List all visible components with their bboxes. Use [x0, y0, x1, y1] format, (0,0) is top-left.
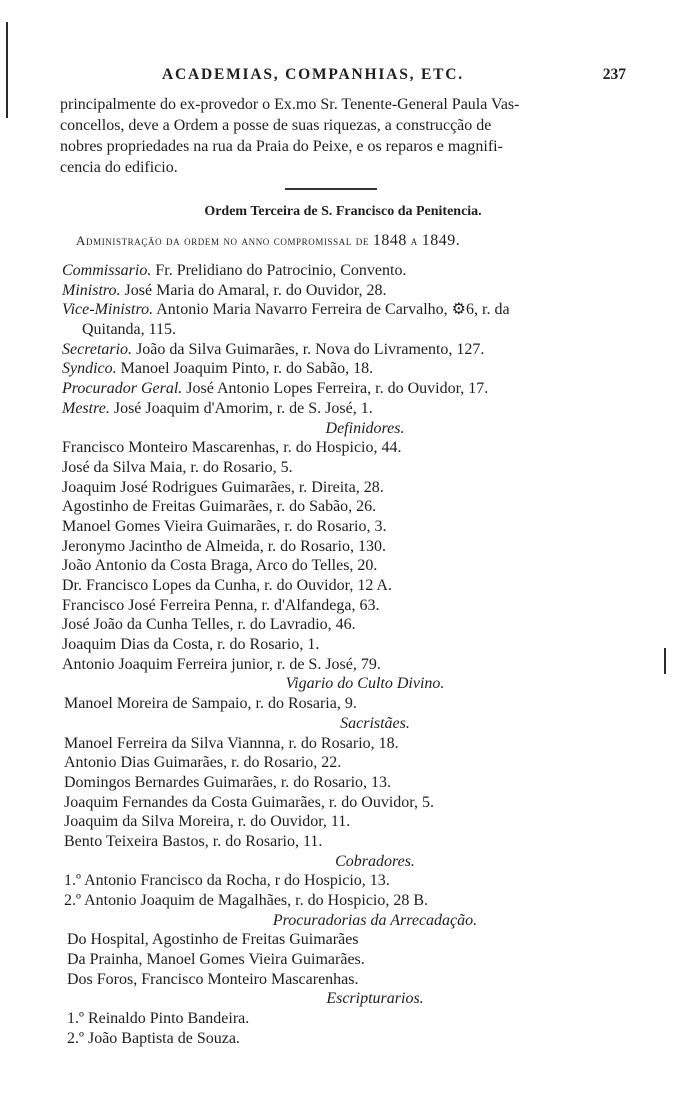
officer-role: Commissario.: [62, 262, 152, 279]
definidor-entry: Joaquim Dias da Costa, r. do Rosario, 1.: [62, 636, 320, 654]
officer-text: José Antonio Lopes Ferreira, r. do Ouvidor, 17.: [186, 380, 489, 398]
definidor-entry: José João da Cunha Telles, r. do Lavradio, 46.: [62, 616, 356, 634]
intro-line: principalmente do ex-provedor o Ex.mo Sr. Tenente-General Paula Vas-: [60, 96, 520, 113]
sacristao-entry: Domingos Bernardes Guimarães, r. do Rosario, 13.: [64, 773, 392, 791]
officer-text: Antonio Maria Navarro Ferreira de Carvalho, ⚙6, r. da: [156, 301, 510, 319]
members-list: [62, 261, 628, 1049]
definidor-entry: Antonio Joaquim Ferreira junior, r. de S. José, 79.: [62, 655, 381, 673]
running-title: ACADEMIAS, COMPANHIAS, ETC.: [162, 66, 464, 83]
definidor-entry: Agostinho de Freitas Guimarães, r. do Sabão, 26.: [62, 498, 377, 516]
margin-mark: [6, 22, 8, 118]
sacristao-entry: Antonio Dias Guimarães, r. do Rosario, 22.: [64, 754, 342, 772]
officer-row: [62, 300, 628, 320]
sacristao-entry: Joaquim da Silva Moreira, r. do Ouvidor, 11.: [64, 813, 351, 831]
officer-role: Secretario.: [62, 340, 133, 358]
escripturarios-heading: Escripturarios.: [326, 990, 424, 1008]
cobrador-entry: 1.º Antonio Francisco da Rocha, r do Hospicio, 13.: [64, 872, 390, 890]
officer-text: Quitanda, 115.: [82, 321, 177, 339]
intro-line: cencia do edificio.: [60, 159, 178, 176]
page-header: [60, 66, 626, 90]
administration-text: Administração da ordem no anno compromissal de: [76, 233, 370, 248]
section-title: Ordem Terceira de S. Francisco da Penitencia.: [204, 204, 482, 219]
officer-text: José Maria do Amaral, r. do Ouvidor, 28.: [124, 281, 387, 299]
definidor-entry: Joaquim José Rodrigues Guimarães, r. Direita, 28.: [62, 478, 384, 496]
officer-role: Vice-Ministro.: [62, 301, 154, 319]
page-number: 237: [602, 66, 626, 83]
officer-row: [62, 399, 628, 419]
officer-row: [62, 281, 628, 301]
definidor-entry: Francisco Monteiro Mascarenhas, r. do Hospicio, 44.: [62, 439, 402, 457]
officer-role: Mestre.: [62, 399, 110, 417]
officer-text: Fr. Prelidiano do Patrocinio, Convento.: [155, 262, 407, 279]
sacristao-entry: Manoel Ferreira da Silva Viannna, r. do Rosario, 18.: [64, 734, 399, 752]
officer-text: José Joaquim d'Amorim, r. de S. José, 1.: [113, 399, 373, 417]
officer-row: [62, 261, 628, 281]
procuradorias-heading: Procuradorias da Arrecadação.: [272, 911, 478, 929]
intro-line: concellos, deve a Ordem a posse de suas riquezas, a construcção de: [60, 117, 492, 134]
definidor-entry: Dr. Francisco Lopes da Cunha, r. do Ouvidor, 12 A.: [62, 577, 392, 594]
year-from: 1848: [372, 232, 407, 249]
officer-row-continuation: [62, 320, 628, 340]
sacristaes-heading: Sacristães.: [340, 714, 410, 732]
officer-row: [62, 379, 628, 399]
definidor-entry: Jeronymo Jacintho de Almeida, r. do Rosario, 130.: [62, 537, 386, 555]
definidor-entry: João Antonio da Costa Braga, Arco do Telles, 20.: [62, 557, 378, 575]
definidores-heading: Definidores.: [325, 419, 405, 437]
administration-line: [76, 232, 460, 250]
intro-line: nobres propriedades na rua da Praia do Peixe, e os reparos e magnifi-: [60, 138, 503, 155]
intro-paragraph: [60, 94, 628, 178]
margin-mark-right: [664, 648, 666, 674]
year-conjunction: a: [410, 233, 418, 248]
section-divider: [285, 188, 377, 190]
officer-row: [62, 359, 628, 379]
officer-role: Ministro.: [62, 281, 121, 299]
procuradoria-entry: Dos Foros, Francisco Monteiro Mascarenhas.: [67, 970, 359, 988]
officer-role: Syndico.: [62, 360, 117, 378]
cobradores-heading: Cobradores.: [335, 852, 415, 870]
vigario-heading: Vigario do Culto Divino.: [285, 675, 445, 693]
officer-role: Procurador Geral.: [62, 380, 183, 398]
officer-text: João da Silva Guimarães, r. Nova do Livramento, 127.: [136, 340, 485, 358]
vigario-entry: Manoel Moreira de Sampaio, r. do Rosaria, 9.: [64, 695, 357, 713]
officer-row: [62, 340, 628, 360]
year-to: 1849.: [421, 232, 461, 249]
officer-text: Manoel Joaquim Pinto, r. do Sabão, 18.: [120, 360, 374, 378]
definidor-entry: José da Silva Maia, r. do Rosario, 5.: [62, 458, 293, 476]
escripturario-entry: 1.º Reinaldo Pinto Bandeira.: [67, 1010, 250, 1028]
procuradoria-entry: Do Hospital, Agostinho de Freitas Guimarães: [67, 931, 359, 949]
escripturario-entry: 2.º João Baptista de Souza.: [67, 1029, 240, 1047]
sacristao-entry: Bento Teixeira Bastos, r. do Rosario, 11.: [64, 832, 323, 850]
definidor-entry: Francisco José Ferreira Penna, r. d'Alfandega, 63.: [62, 596, 380, 614]
procuradoria-entry: Da Prainha, Manoel Gomes Vieira Guimarães.: [67, 951, 365, 969]
definidor-entry: Manoel Gomes Vieira Guimarães, r. do Rosario, 3.: [62, 517, 387, 535]
cobrador-entry: 2.º Antonio Joaquim de Magalhães, r. do Hospicio, 28 B.: [64, 892, 429, 909]
sacristao-entry: Joaquim Fernandes da Costa Guimarães, r. do Ouvidor, 5.: [64, 793, 434, 811]
